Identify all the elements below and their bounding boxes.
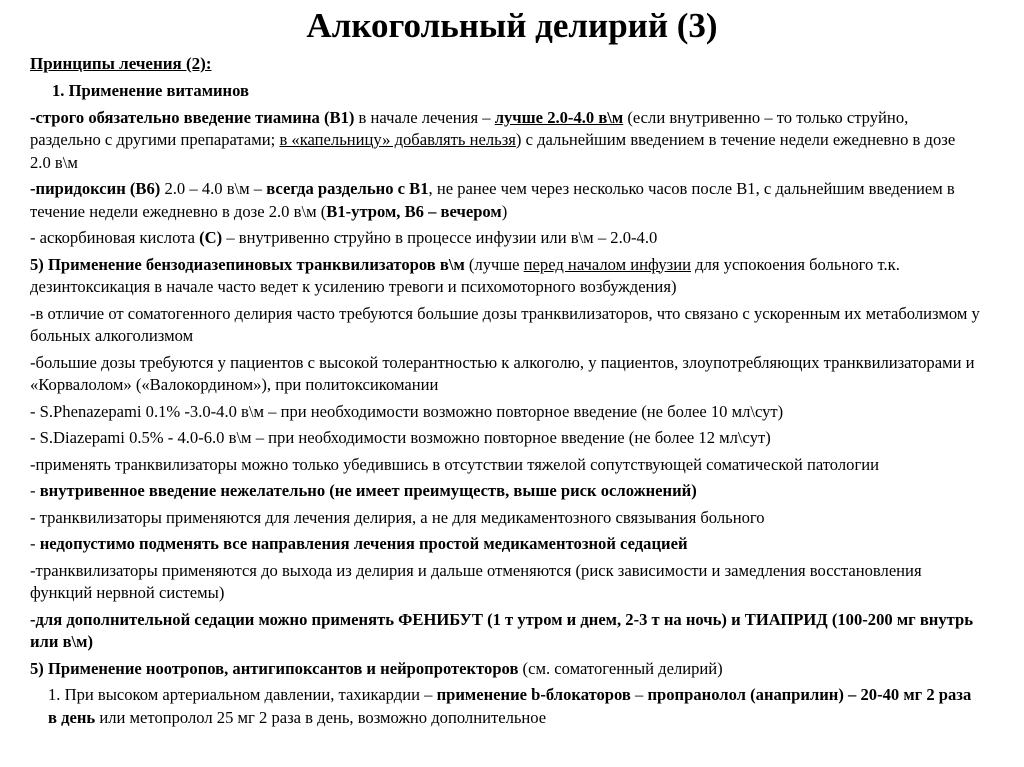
text-bold: 5) Применение бензодиазепиновых транквилизаторов в\м (30, 254, 465, 274)
paragraph-benzodiazepines (30, 254, 980, 299)
text: - (30, 481, 40, 500)
text-bold: пропранолол (анаприлин) – 20-40 мг 2 раза в день (48, 685, 972, 727)
paragraph-doses-metabolism: -в отличие от соматогенного делирия часто требуются большие дозы транквилизаторов, что связано с ускоренным их метаболизмом у больных алкоголизмом (30, 303, 980, 345)
text: (если внутривенно – то только струйно, раздельно с другими препаратами; (30, 107, 909, 149)
text: , не ранее чем через несколько часов после В1, с дальнейшим введением в течение недели ежедневно в дозе 2.0 в\м ( (30, 179, 955, 221)
text: или метопролол 25 мг 2 раза в день, возможно дополнительное (95, 707, 547, 727)
text: ) (501, 201, 508, 221)
paragraph-withdrawal: -транквилизаторы применяются до выхода из делирия и дальше отменяются (риск зависимости и замедления восстановления функций нервной системы) (30, 560, 922, 602)
text: в начале лечения – (354, 107, 495, 127)
section-subtitle: Принципы лечения (2): (30, 54, 212, 73)
paragraph-diazepam: - S.Diazepami 0.5% - 4.0-6.0 в\м – при необходимости возможно повторное введение (не более 12 мл\сут) (30, 428, 771, 447)
text: (лучше (464, 254, 524, 274)
paragraph-nootropics (30, 658, 980, 681)
text: ) с дальнейшим введением в течение недели ежедневно в дозе 2.0 в\м (30, 130, 956, 172)
text-underline: в «капельницу» добавлять нельзя (279, 130, 516, 149)
paragraph-iv-undesirable (30, 480, 980, 503)
text-bold: -строго обязательно введение тиамина (В1) (30, 107, 355, 127)
text-bold-underline: лучше 2.0-4.0 в\м (494, 107, 624, 127)
text: – внутривенно струйно в процессе инфузии или в\м – 2.0-4.0 (222, 228, 658, 247)
slide-title: Алкогольный делирий (3) (306, 6, 718, 45)
text-underline: перед началом инфузии (523, 254, 691, 274)
paragraph-somatic-pathology: -применять транквилизаторы можно только убедившись в отсутствии тяжелой сопутствующей соматической патологии (30, 454, 880, 474)
text: для успокоения больного т.к. дезинтоксикация в начале часто ведет к усилению тревоги и психомоторного возбуждения) (30, 254, 900, 296)
text: – (630, 685, 648, 704)
paragraph-tolerance: -большие дозы требуются у пациентов с высокой толерантностью к алкоголю, у пациентов, злоупотребляющих транквилизаторами и «Корвалолом» («Валокордином»), при политоксикомании (30, 352, 975, 394)
item1-heading: 1. Применение витаминов (52, 81, 249, 100)
text-bold: недопустимо подменять все направления лечения простой медикаментозной седацией (39, 534, 688, 553)
text: 1. При высоком артериальном давлении, тахикардии – (48, 685, 437, 704)
paragraph-no-sedation-substitute (30, 533, 980, 556)
text: - (30, 534, 40, 553)
text-bold: применение b-блокаторов (436, 685, 631, 704)
paragraph-beta-blockers (30, 684, 980, 729)
text-bold: (С) (199, 228, 223, 247)
text-bold: 5) Применение ноотропов, антигипоксантов и нейропротекторов (30, 658, 519, 678)
paragraph-thiamine (30, 107, 980, 175)
paragraph-ascorbic (30, 227, 980, 250)
paragraph-pyridoxine (30, 178, 980, 223)
text: 2.0 – 4.0 в\м – (160, 179, 267, 198)
text-bold: всегда раздельно с В1 (266, 179, 429, 198)
paragraph-phenibut: -для дополнительной седации можно применять ФЕНИБУТ (1 т утром и днем, 2-3 т на ночь) и ТИАПРИД (100-200 мг внутрь или в\м) (30, 609, 974, 651)
text-bold: -пиридоксин (В6) (30, 179, 161, 198)
text: (см. соматогенный делирий) (518, 658, 723, 678)
paragraph-treatment-purpose: - транквилизаторы применяются для лечения делирия, а не для медикаментозного связывания больного (30, 507, 765, 527)
slide-content (30, 80, 980, 733)
text: - аскорбиновая кислота (30, 228, 200, 247)
text-bold: внутривенное введение нежелательно (не имеет преимуществ, выше риск осложнений) (39, 481, 697, 500)
text-bold: В1-утром, В6 – вечером (326, 201, 502, 221)
paragraph-phenazepam: - S.Phenazepami 0.1% -3.0-4.0 в\м – при необходимости возможно повторное введение (не более 10 мл\сут) (30, 401, 784, 421)
